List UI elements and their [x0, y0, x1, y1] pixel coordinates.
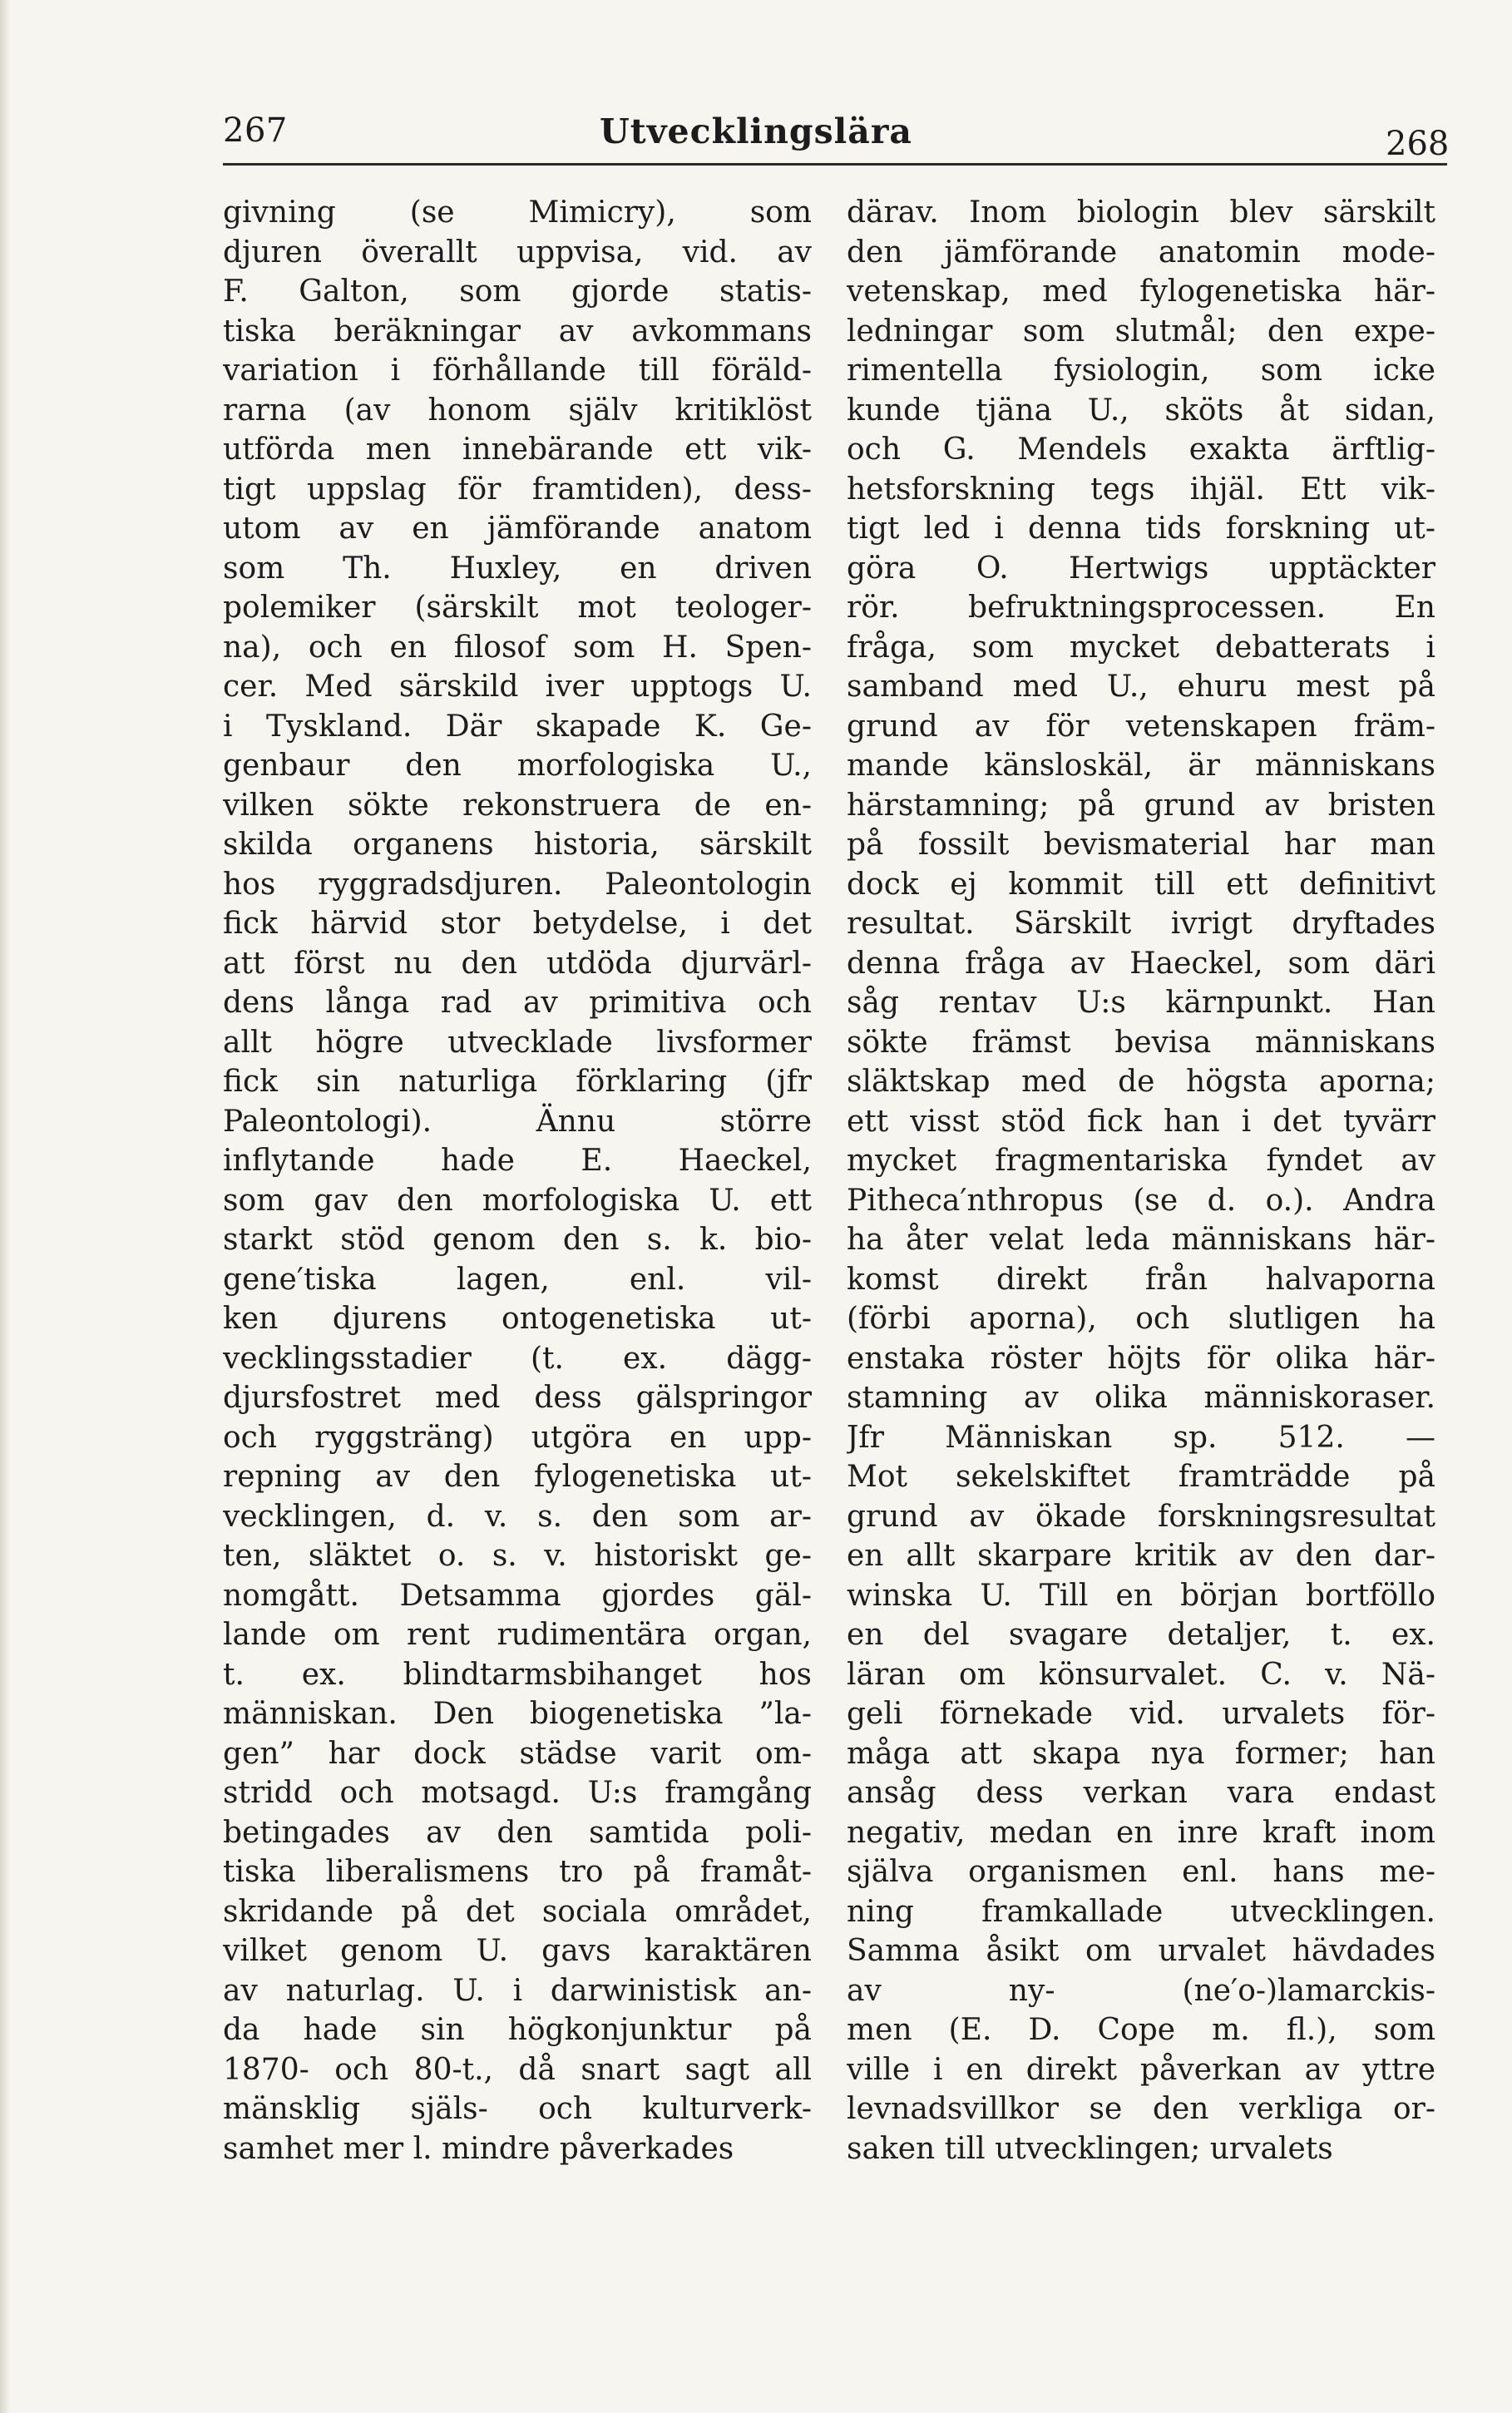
text-line: och G. Mendels exakta ärftlig-: [847, 433, 1435, 467]
running-title: Utvecklingslära: [600, 111, 912, 151]
text-line: vecklingen, d. v. s. den som ar-: [223, 1499, 812, 1534]
text-line: na), och en filosof som H. Spen-: [223, 630, 812, 665]
text-line: tiska liberalismens tro på framåt-: [223, 1855, 812, 1889]
text-line: ken djurens ontogenetiska ut-: [223, 1302, 812, 1336]
text-line: tigt led i denna tids forskning ut-: [847, 512, 1435, 546]
left-column: [223, 193, 812, 2168]
page-number-right: 268: [1386, 125, 1450, 163]
text-line: fick sin naturliga förklaring (jfr: [223, 1065, 812, 1099]
right-column: [847, 193, 1435, 2168]
text-line: mänsklig själs- och kulturverk-: [223, 2092, 812, 2126]
text-line: allt högre utvecklade livsformer: [223, 1025, 812, 1060]
text-line: samband med U., ehuru mest på: [847, 670, 1435, 704]
text-line: geli förnekade vid. urvalets för-: [847, 1697, 1435, 1731]
text-line: t. ex. blindtarmsbihanget hos: [223, 1657, 812, 1692]
text-line: måga att skapa nya former; han: [847, 1736, 1435, 1771]
text-line: ett visst stöd fick han i det tyvärr: [847, 1104, 1435, 1139]
text-line: grund av för vetenskapen främ-: [847, 709, 1435, 744]
text-line: winska U. Till en början bortföllo: [847, 1578, 1435, 1613]
text-line: gen” har dock städse varit om-: [223, 1736, 812, 1771]
text-line: såg rentav U:s kärnpunkt. Han: [847, 986, 1435, 1020]
text-line: enstaka röster höjts för olika här-: [847, 1341, 1435, 1376]
text-line: stamning av olika människoraser.: [847, 1381, 1435, 1415]
text-line: på fossilt bevismaterial har man: [847, 828, 1435, 862]
text-line: skilda organens historia, särskilt: [223, 828, 812, 862]
text-line: rarna (av honom själv kritiklöst: [223, 393, 812, 428]
text-line: dens långa rad av primitiva och: [223, 986, 812, 1020]
text-line: levnadsvillkor se den verkliga or-: [847, 2092, 1435, 2126]
text-line: tiska beräkningar av avkommans: [223, 314, 812, 349]
text-line: nomgått. Detsamma gjordes gäl-: [223, 1578, 812, 1613]
text-line: härstamning; på grund av bristen: [847, 788, 1435, 823]
text-line: själva organismen enl. hans me-: [847, 1855, 1435, 1889]
text-line: den jämförande anatomin mode-: [847, 235, 1435, 269]
text-line: fick härvid stor betydelse, i det: [223, 907, 812, 941]
header-rule: [223, 163, 1447, 166]
text-line: hos ryggradsdjuren. Paleontologin: [223, 867, 812, 902]
text-line: utförda men innebärande ett vik-: [223, 433, 812, 467]
text-line: av ny- (ne′o-)lamarckis-: [847, 1973, 1435, 2008]
text-line: läran om könsurvalet. C. v. Nä-: [847, 1657, 1435, 1692]
text-line: ning framkallade utvecklingen.: [847, 1894, 1435, 1929]
text-line: ledningar som slutmål; den expe-: [847, 314, 1435, 349]
text-line: lande om rent rudimentära organ,: [223, 1618, 812, 1652]
text-line: cer. Med särskild iver upptogs U.: [223, 670, 812, 704]
text-line: Mot sekelskiftet framträdde på: [847, 1460, 1435, 1494]
page-edge-shadow: [0, 0, 10, 2413]
text-line: hetsforskning tegs ihjäl. Ett vik-: [847, 472, 1435, 507]
text-line: ansåg dess verkan vara endast: [847, 1776, 1435, 1810]
text-line: Samma åsikt om urvalet hävdades: [847, 1934, 1435, 1968]
text-line: rör. befruktningsprocessen. En: [847, 591, 1435, 625]
text-line: en allt skarpare kritik av den dar-: [847, 1539, 1435, 1573]
text-line: saken till utvecklingen; urvalets: [847, 2131, 1333, 2166]
text-line: starkt stöd genom den s. k. bio-: [223, 1223, 812, 1257]
text-line: resultat. Särskilt ivrigt dryftades: [847, 907, 1435, 941]
text-line: komst direkt från halvaporna: [847, 1262, 1435, 1297]
text-line: genbaur den morfologiska U.,: [223, 749, 812, 783]
text-line: stridd och motsagd. U:s framgång: [223, 1776, 812, 1810]
text-line: skridande på det sociala området,: [223, 1894, 812, 1929]
text-line: negativ, medan en inre kraft inom: [847, 1815, 1435, 1850]
text-line: en del svagare detaljer, t. ex.: [847, 1618, 1435, 1652]
text-line: men (E. D. Cope m. fl.), som: [847, 2013, 1435, 2047]
text-line: repning av den fylogenetiska ut-: [223, 1460, 812, 1494]
text-line: ha åter velat leda människans här-: [847, 1223, 1435, 1257]
text-line: betingades av den samtida poli-: [223, 1815, 812, 1850]
text-line: som gav den morfologiska U. ett: [223, 1183, 812, 1218]
text-line: av naturlag. U. i darwinistisk an-: [223, 1973, 812, 2008]
page-number-left: 267: [223, 111, 288, 150]
text-line: vecklingsstadier (t. ex. dägg-: [223, 1341, 812, 1376]
text-line: göra O. Hertwigs upptäckter: [847, 551, 1435, 586]
text-line: att först nu den utdöda djurvärl-: [223, 946, 812, 981]
text-line: ten, släktet o. s. v. historiskt ge-: [223, 1539, 812, 1573]
text-line: vilken sökte rekonstruera de en-: [223, 788, 812, 823]
text-line: samhet mer l. mindre påverkades: [223, 2131, 734, 2166]
text-line: (förbi aporna), och slutligen ha: [847, 1302, 1435, 1336]
text-line: och ryggsträng) utgöra en upp-: [223, 1420, 812, 1455]
page-header: [0, 100, 1512, 166]
text-line: givning (se Mimicry), som: [223, 195, 812, 230]
text-line: inflytande hade E. Haeckel,: [223, 1144, 812, 1178]
text-line: djuren överallt uppvisa, vid. av: [223, 235, 812, 269]
text-line: släktskap med de högsta aporna;: [847, 1065, 1435, 1099]
text-line: mande känsloskäl, är människans: [847, 749, 1435, 783]
text-line: polemiker (särskilt mot teologer-: [223, 591, 812, 625]
text-line: djursfostret med dess gälspringor: [223, 1381, 812, 1415]
text-line: fråga, som mycket debatterats i: [847, 630, 1435, 665]
text-line: 1870- och 80-t., då snart sagt all: [223, 2052, 812, 2087]
text-line: variation i förhållande till föräld-: [223, 354, 812, 388]
text-line: grund av ökade forskningsresultat: [847, 1499, 1435, 1534]
text-line: rimentella fysiologin, som icke: [847, 354, 1435, 388]
text-line: mycket fragmentariska fyndet av: [847, 1144, 1435, 1178]
text-line: utom av en jämförande anatom: [223, 512, 812, 546]
text-line: gene′tiska lagen, enl. vil-: [223, 1262, 812, 1297]
text-line: vilket genom U. gavs karaktären: [223, 1934, 812, 1968]
text-line: F. Galton, som gjorde statis-: [223, 274, 812, 309]
text-line: da hade sin högkonjunktur på: [223, 2013, 812, 2047]
text-line: i Tyskland. Där skapade K. Ge-: [223, 709, 812, 744]
text-line: denna fråga av Haeckel, som däri: [847, 946, 1435, 981]
text-line: tigt uppslag för framtiden), dess-: [223, 472, 812, 507]
text-line: som Th. Huxley, en driven: [223, 551, 812, 586]
text-line: kunde tjäna U., sköts åt sidan,: [847, 393, 1435, 428]
text-line: Paleontologi). Ännu större: [223, 1104, 812, 1139]
text-line: Pitheca′nthropus (se d. o.). Andra: [847, 1183, 1435, 1218]
text-line: människan. Den biogenetiska ”la-: [223, 1697, 812, 1731]
text-line: dock ej kommit till ett definitivt: [847, 867, 1435, 902]
text-line: vetenskap, med fylogenetiska här-: [847, 274, 1435, 309]
text-line: därav. Inom biologin blev särskilt: [847, 195, 1435, 230]
text-line: sökte främst bevisa människans: [847, 1025, 1435, 1060]
text-line: Jfr Människan sp. 512. —: [847, 1420, 1435, 1455]
text-line: ville i en direkt påverkan av yttre: [847, 2052, 1435, 2087]
